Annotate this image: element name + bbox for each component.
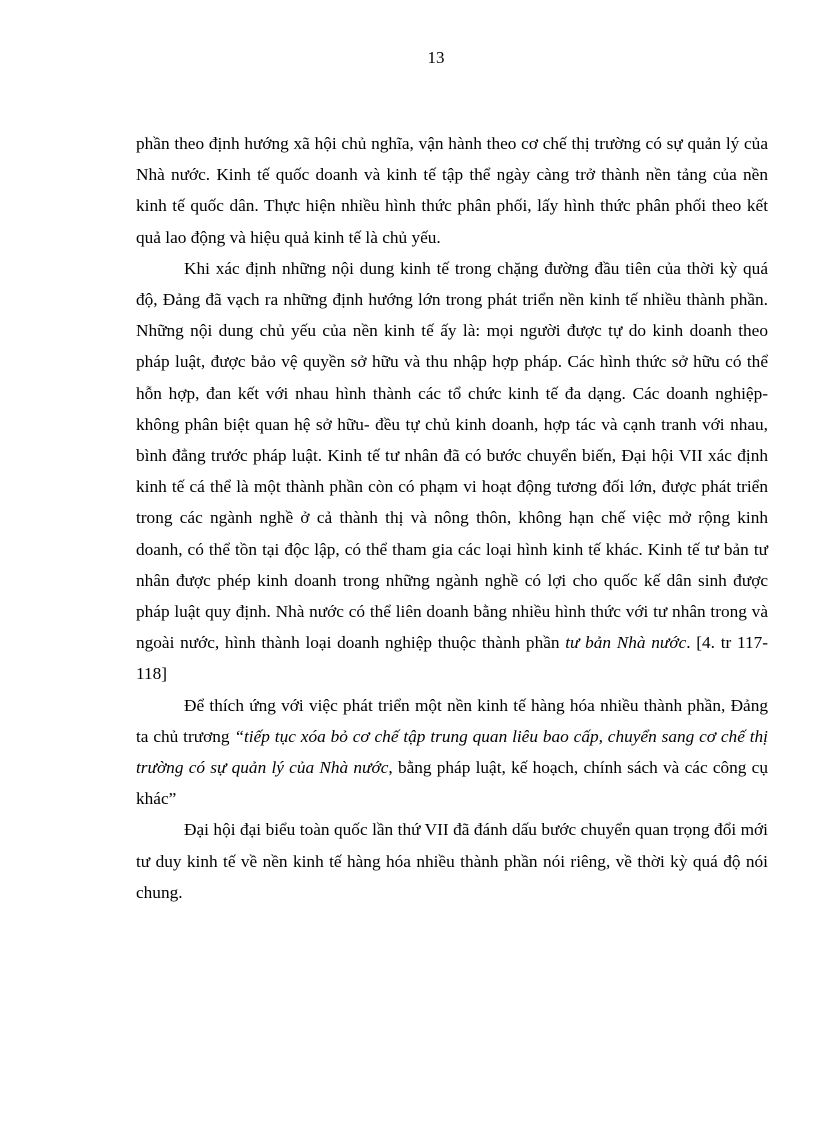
paragraph-4-text: Đại hội đại biểu toàn quốc lần thứ VII đã đánh dấu bước chuyển quan trọng đổi mới tư duy kinh tế về nền kinh tế hàng hóa nhiều thành phần nói riêng, về thời kỳ quá độ nói chung.: [136, 820, 768, 902]
paragraph-3: [136, 690, 768, 815]
paragraph-3-tail: , bằng pháp luật, kế hoạch, chính sách và các công cụ khác”: [136, 758, 768, 809]
paragraph-3-text: Để thích ứng với việc phát triển một nền kinh tế hàng hóa nhiều thành phần, Đảng ta chủ trương: [136, 695, 768, 746]
page-number: 13: [427, 48, 445, 67]
paragraph-2-italic-term: tư bản Nhà nước: [565, 633, 687, 653]
paragraph-2-citation: . [4. tr 117-118]: [136, 633, 768, 684]
paragraph-1-text: phần theo định hướng xã hội chủ nghĩa, vận hành theo cơ chế thị trường có sự quản lý của Nhà nước. Kinh tế quốc doanh và kinh tế tập thể ngày càng trở thành nền tảng của nền kinh tế quốc dân. Thực hiện nhiều hình thức phân phối, lấy hình thức phân phối theo kết quả lao động và hiệu quả kinh tế là chủ yếu.: [136, 134, 768, 247]
paragraph-3-quote: “tiếp tục xóa bỏ cơ chế tập trung quan liêu bao cấp, chuyển sang cơ chế thị trường có sự quản lý của Nhà nước: [136, 726, 768, 778]
paragraph-4: [136, 814, 768, 908]
paragraph-2-text: Khi xác định những nội dung kinh tế trong chặng đường đầu tiên của thời kỳ quá độ, Đảng đã vạch ra những định hướng lớn trong phát triển nền kinh tế nhiều thành phần. Những nội dung chủ yếu của nền kinh tế ấy là: mọi người được tự do kinh doanh theo pháp luật, được bảo vệ quyền sở hữu và thu nhập hợp pháp. Các hình thức sở hữu có thể hỗn hợp, đan kết với nhau hình thành các tổ chức kinh tế đa dạng. Các doanh nghiệp- không phân biệt quan hệ sở hữu- đều tự chủ kinh doanh, hợp tác và cạnh tranh với nhau, bình đẳng trước pháp luật. Kinh tế tư nhân đã có bước chuyển biến, Đại hội VII xác định kinh tế cá thể là một thành phần còn có phạm vi hoạt động tương đối lớn, được phát triển trong các ngành nghề ở cả thành thị và nông thôn, không hạn chế việc mở rộng kinh doanh, có thể tồn tại độc lập, có thể tham gia các loại hình kinh tế khác. Kinh tế tư bản tư nhân được phép kinh doanh trong những ngành nghề có lợi cho quốc kế dân sinh được pháp luật quy định. Nhà nước có thể liên doanh bằng nhiều hình thức với tư nhân trong và ngoài nước, hình thành loại doanh nghiệp thuộc thành phần: [136, 258, 768, 653]
document-body: [136, 128, 768, 908]
paragraph-2: [136, 253, 768, 690]
paragraph-1: [136, 128, 768, 253]
